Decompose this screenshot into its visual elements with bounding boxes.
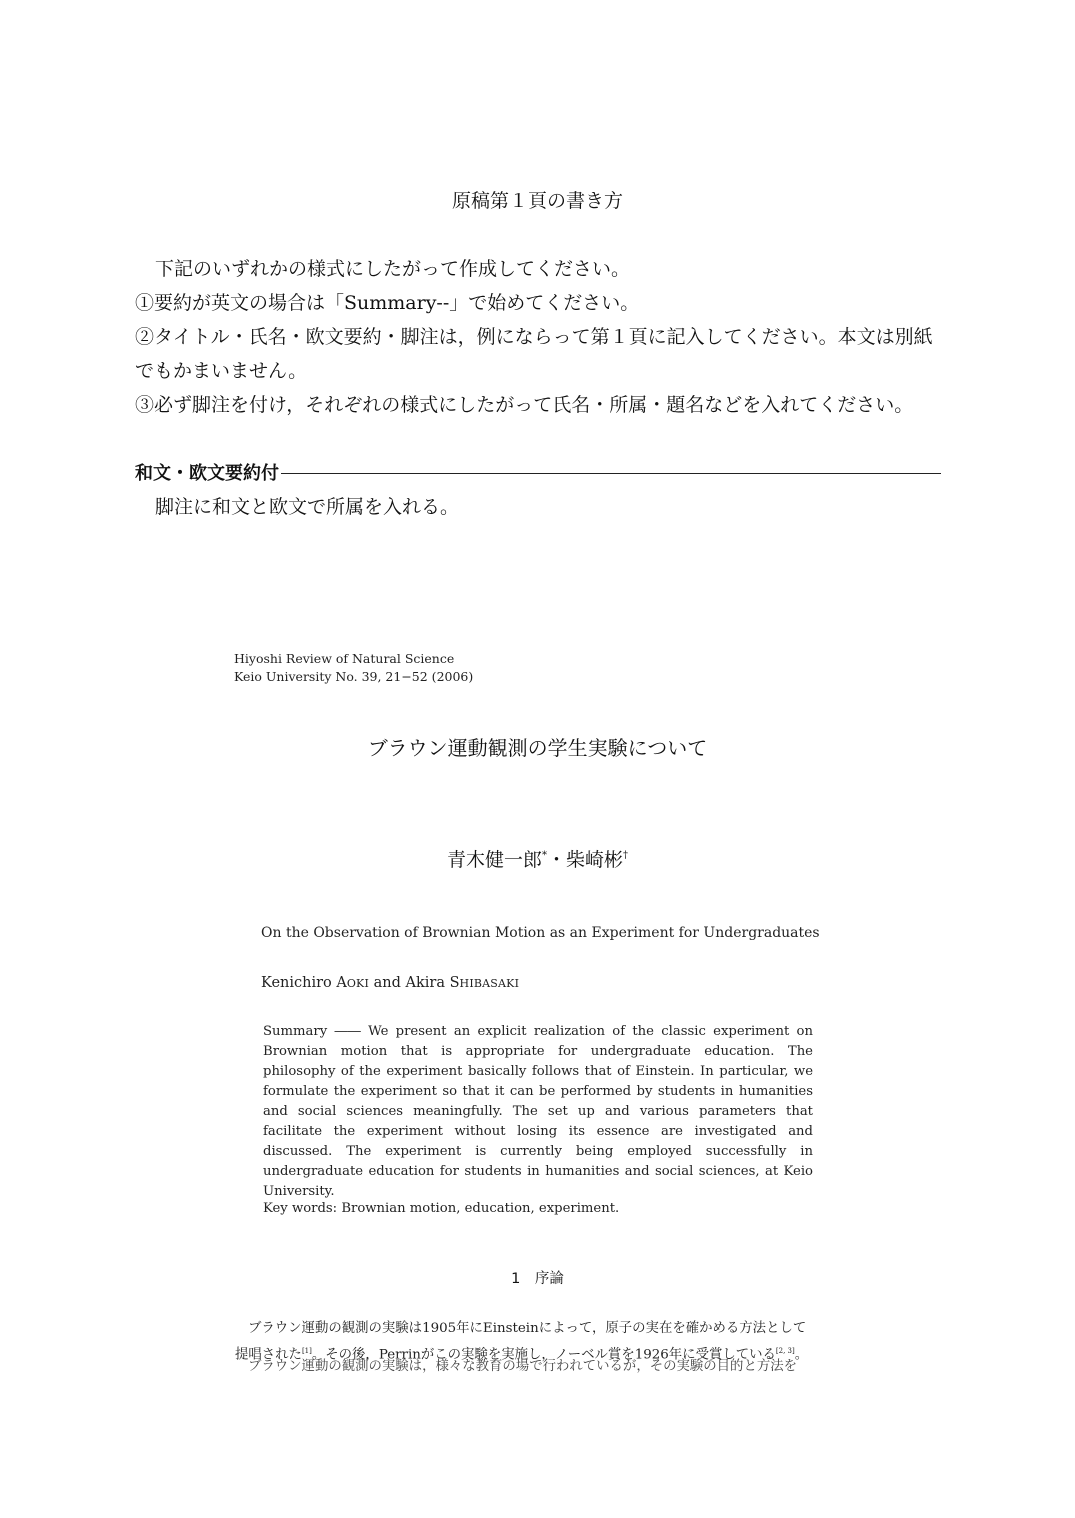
footnote-mark-2: † <box>623 850 629 861</box>
authors-ja <box>0 845 1075 872</box>
body-line-1: ブラウン運動の観測の実験は1905年にEinsteinによって，原子の実在を確かめる方法として <box>248 1321 807 1336</box>
page-title: 原稿第１頁の書き方 <box>451 190 623 212</box>
instruction-intro: 下記のいずれかの様式にしたがって作成してください。 <box>155 258 631 280</box>
body-line-3-cutoff <box>230 1359 850 1378</box>
reference-1: [1] <box>301 1347 312 1355</box>
author-2: 柴崎彬 <box>566 849 624 871</box>
author-1: 青木健一郎 <box>446 849 542 871</box>
instruction-item-2-cont: でもかまいません。 <box>135 360 308 382</box>
body-line-2b: 。その後，Perrinがこの実験を実施し，ノーベル賞を1926年に受賞している <box>311 1347 776 1363</box>
body-line-3: ブラウン運動の観測の実験は，様々な教育の場で行われているが，その実験の目的と方法を <box>248 1359 798 1374</box>
author-1-last: OKI <box>346 977 370 990</box>
journal-issue: Keio University No. 39, 21−52 (2006) <box>234 669 474 684</box>
authors-en <box>261 975 519 991</box>
instruction-item-2: ②タイトル・氏名・欧文要約・脚注は，例にならって第１頁に記入してください。本文は別紙 <box>135 326 933 348</box>
section-label: 和文・欧文要約付 <box>135 463 279 484</box>
section-note: 脚注に和文と欧文で所属を入れる。 <box>155 496 460 518</box>
journal-name: Hiyoshi Review of Natural Science <box>234 651 455 666</box>
instruction-item-1: ①要約が英文の場合は「Summary--」で始めてください。 <box>135 292 640 314</box>
body-line-2a: 提唱された <box>235 1347 302 1363</box>
body-line-2c: 。 <box>794 1347 809 1363</box>
section-divider <box>281 473 941 474</box>
author-2-first: and Akira S <box>373 975 460 991</box>
section-heading: 1 序論 <box>511 1271 564 1287</box>
article-title-en: On the Observation of Brownian Motion as an Experiment for Undergraduates <box>261 925 820 941</box>
instruction-item-3: ③必ず脚注を付け，それぞれの様式にしたがって氏名・所属・題名などを入れてください。 <box>135 394 914 416</box>
article-title-ja: ブラウン運動観測の学生実験について <box>367 736 708 760</box>
author-1-first: Kenichiro A <box>261 975 347 991</box>
section-header <box>135 459 941 485</box>
author-separator: ・ <box>546 849 566 871</box>
summary: Summary ―― We present an explicit realization of the classic experiment on Brownian motion that is appropriate for undergraduate education. The philosophy of the experiment basically follows that of Einstein. In particular, we formulate the experiment so that it can be performed by students in humanities and social sciences meaningfully. The set up and various parameters that facilitate the experiment without losing its essence are investigated and discussed. The experiment is currently being employed successfully in undergraduate education for students in humanities and social sciences, at Keio University. <box>263 1024 813 1199</box>
author-2-last: HIBASAKI <box>459 977 520 990</box>
reference-2: [2, 3] <box>775 1347 795 1355</box>
footnote-mark-1: * <box>541 850 547 861</box>
keywords: Key words: Brownian motion, education, experiment. <box>263 1201 620 1216</box>
journal-info <box>234 650 473 686</box>
instructions <box>135 252 945 422</box>
